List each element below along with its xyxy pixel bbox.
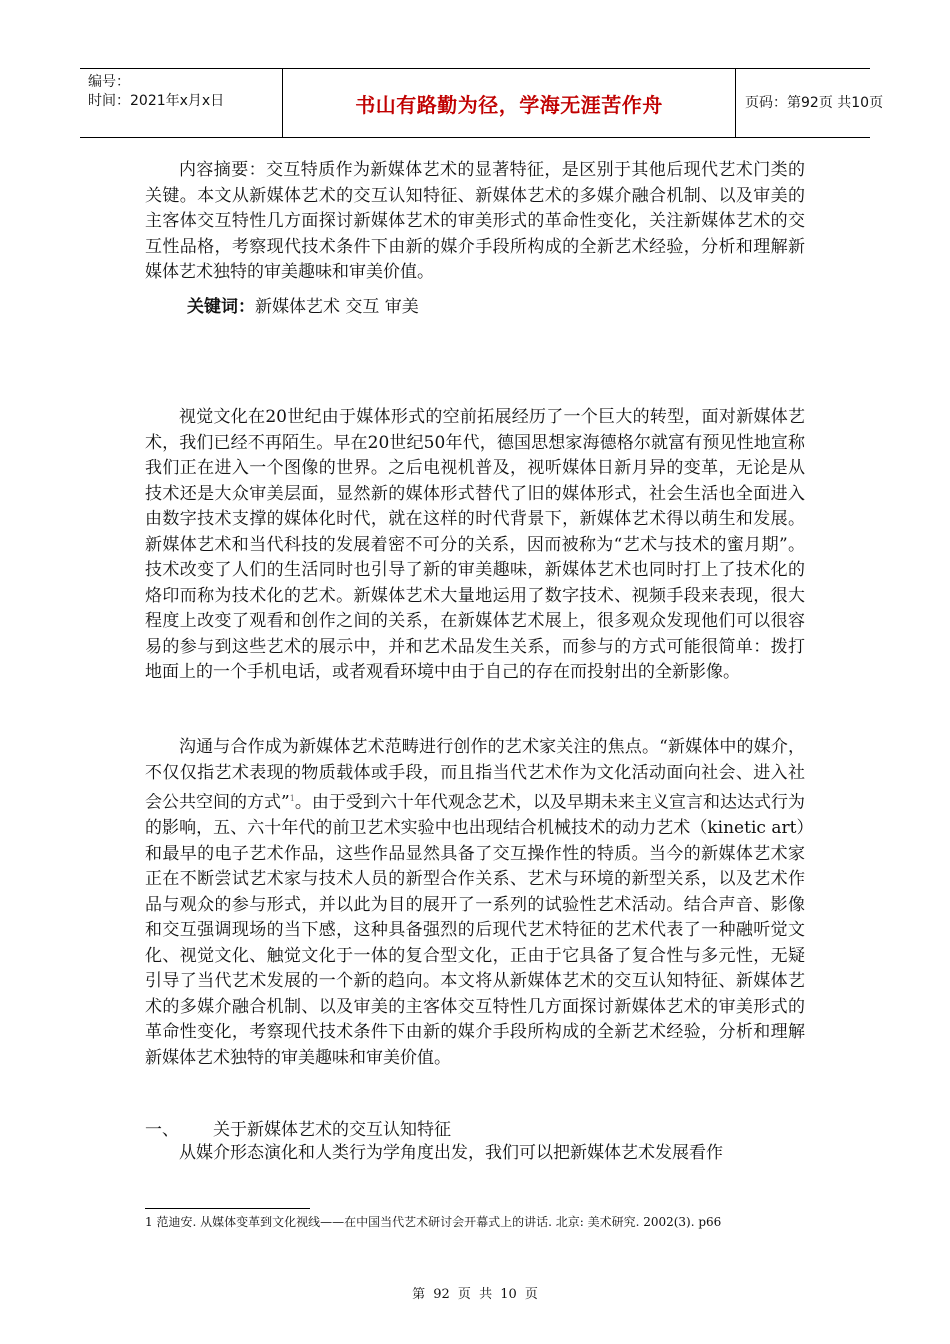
footnote-ref: 1 xyxy=(289,794,295,803)
motto-text: 书山有路勤为径，学海无涯苦作舟 xyxy=(355,93,663,117)
header-info-cell xyxy=(80,69,282,137)
header-page-label: 页码：第92页 共10页 xyxy=(745,95,884,111)
body-paragraph-2-part-a: 沟通与合作成为新媒体艺术范畴进行创作的艺术家关注的焦点。“新媒体中的媒介，不仅仅指艺术表现的物质载体或手段，而且指当代艺术作为文化活动面向社会、进入社会公共空间的方式” xyxy=(145,737,805,813)
page-footer: 第 92 页 共 10 页 xyxy=(412,1287,538,1302)
doc-time-label: 时间：2021年x月x日 xyxy=(88,93,225,109)
section-number: 一、 xyxy=(145,1120,179,1140)
abstract-paragraph: 内容摘要：交互特质作为新媒体艺术的显著特征，是区别于其他后现代艺术门类的关键。本文从新媒体艺术的交互认知特征、新媒体艺术的多媒介融合机制、以及审美的主客体交互特性几方面探讨新媒体艺术的审美形式的革命性变化，关注新媒体艺术的交互性品格，考察现代技术条件下由新的媒介手段所构成的全新艺术经验，分析和理解新媒体艺术独特的审美趣味和审美价值。 xyxy=(145,160,805,282)
section-title: 关于新媒体艺术的交互认知特征 xyxy=(213,1120,451,1140)
body-paragraph-2-part-b: 。由于受到六十年代观念艺术，以及早期未来主义宣言和达达式行为的影响，五、六十年代的前卫艺术实验中也出现结合机械技术的动力艺术（kinetic art）和最早的电子艺术作品，这些作品显然具备了交互操作性的特质。当今的新媒体艺术家正在不断尝试艺术家与技术人员的新型合作关系、艺术与环境的新型关系，以及艺术作品与观众的参与形式，并以此为目的展开了一系列的试验性艺术活动。结合声音、影像和交互强调现场的当下感，这种具备强烈的后现代艺术特征的艺术代表了一种融听觉文化、视觉文化、触觉文化于一体的复合型文化，正由于它具备了复合性与多元性，无疑引导了当代艺术发展的一个新的趋向。本文将从新媒体艺术的交互认知特征、新媒体艺术的多媒介融合机制、以及审美的主客体交互特性几方面探讨新媒体艺术的审美形式的革命性变化，考察现代技术条件下由新的媒介手段所构成的全新艺术经验，分析和理解新媒体艺术独特的审美趣味和审美价值。 xyxy=(145,792,805,1068)
keywords-line xyxy=(187,292,419,317)
section-paragraph-1: 从媒介形态演化和人类行为学角度出发，我们可以把新媒体艺术发展看作 xyxy=(179,1143,723,1163)
doc-number-label: 编号： xyxy=(88,74,130,90)
keywords-label: 关键词： xyxy=(187,297,255,317)
footnote-text: 1 范迪安. 从媒体变革到文化视线——在中国当代艺术研讨会开幕式上的讲话. 北京: 美术研究. 2002(3). p66 xyxy=(145,1215,722,1229)
body-paragraph-2 xyxy=(145,735,805,1071)
header-motto-cell xyxy=(282,69,736,137)
body-paragraph-1: 视觉文化在20世纪由于媒体形式的空前拓展经历了一个巨大的转型，面对新媒体艺术，我们已经不再陌生。早在20世纪50年代，德国思想家海德格尔就富有预见性地宣称我们正在进入一个图像的世界。之后电视机普及，视听媒体日新月异的变革，无论是从技术还是大众审美层面，显然新的媒体形式替代了旧的媒体形式，社会生活也全面进入由数字技术支撑的媒体化时代，就在这样的时代背景下，新媒体艺术得以萌生和发展。新媒体艺术和当代科技的发展着密不可分的关系，因而被称为“艺术与技术的蜜月期”。技术改变了人们的生活同时也引导了新的审美趣味，新媒体艺术也同时打上了技术化的烙印而称为技术化的艺术。新媒体艺术大量地运用了数字技术、视频手段来表现，很大程度上改变了观看和创作之间的关系，在新媒体艺术展上，很多观众发现他们可以很容易的参与到这些艺术的展示中，并和艺术品发生关系，而参与的方式可能很简单：拨打地面上的一个手机电话，或者观看环境中由于自己的存在而投射出的全新影像。 xyxy=(145,407,805,682)
footnote-divider xyxy=(145,1208,310,1209)
header-page-cell xyxy=(735,69,884,137)
section-heading xyxy=(145,1115,451,1140)
keywords-value: 新媒体艺术 交互 审美 xyxy=(255,297,419,317)
header-table xyxy=(80,68,884,138)
